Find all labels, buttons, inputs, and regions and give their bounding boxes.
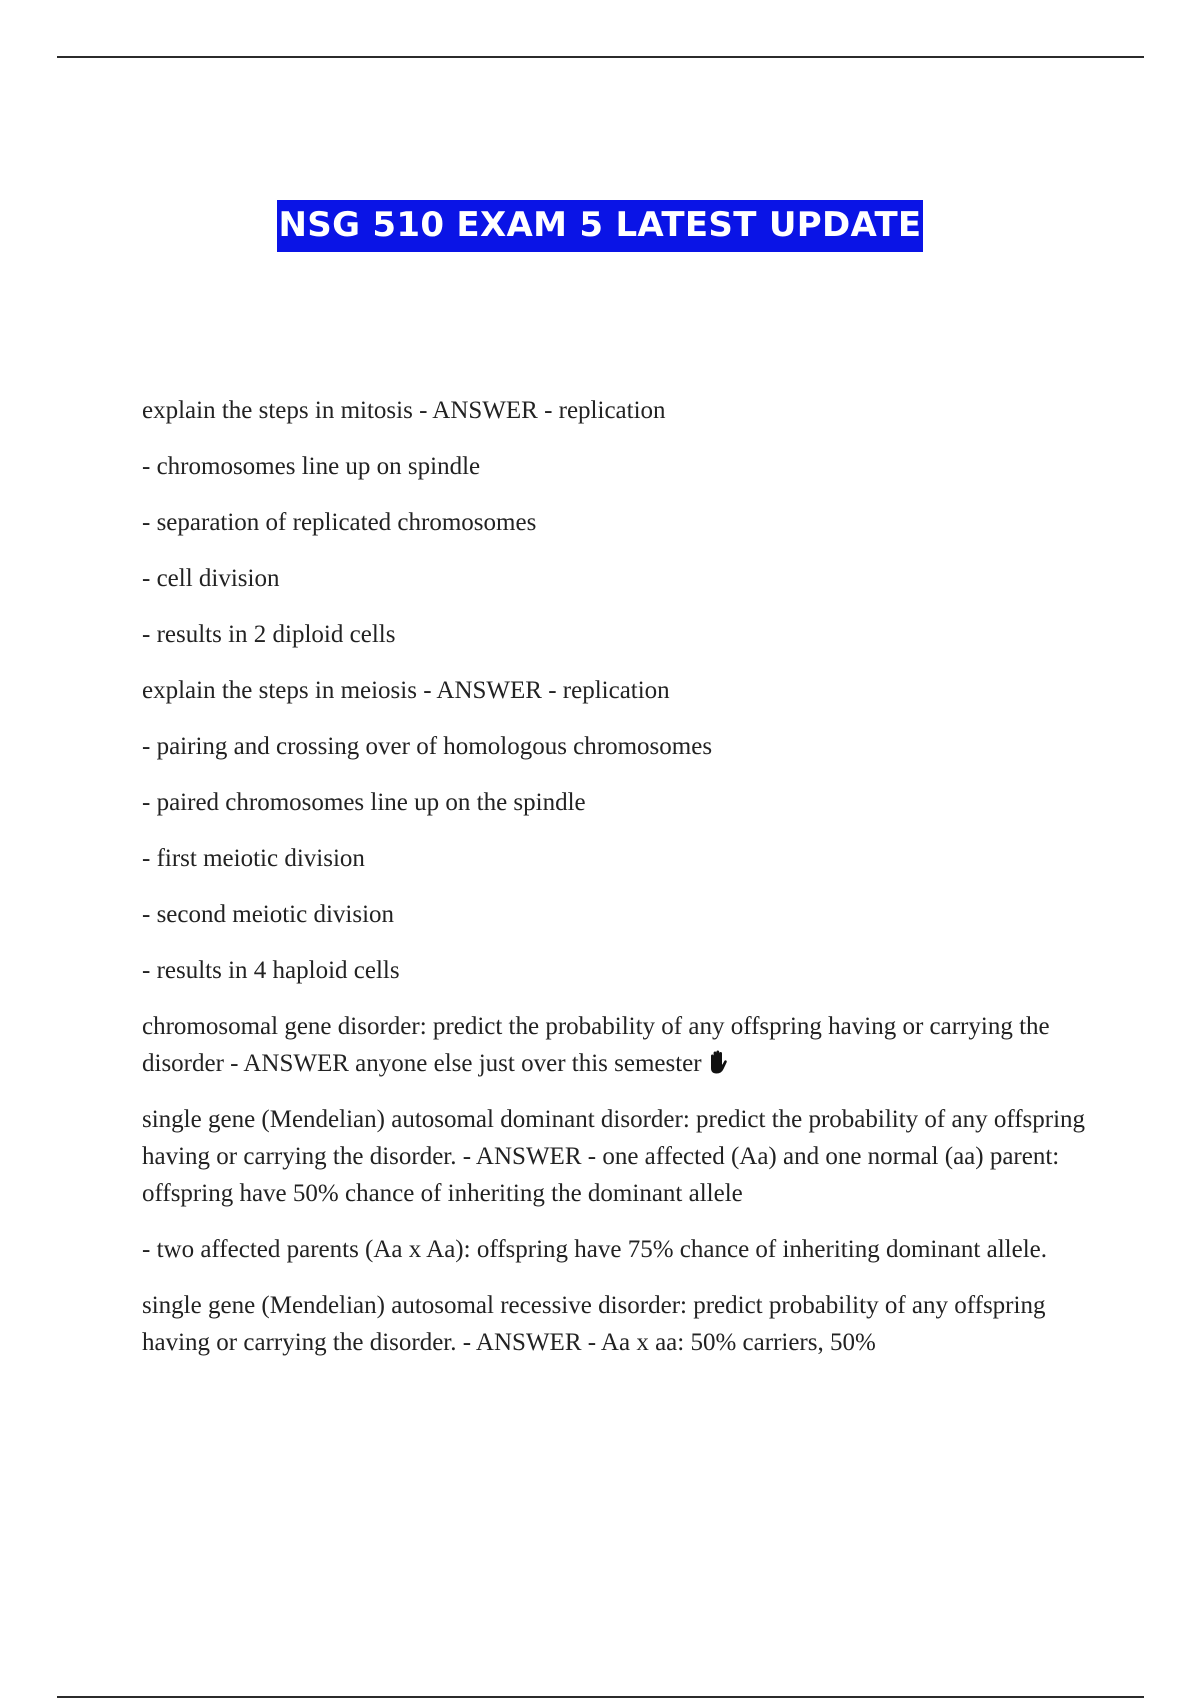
document-title: NSG 510 EXAM 5 LATEST UPDATE <box>277 200 924 252</box>
paragraph-8: - paired chromosomes line up on the spindle <box>142 789 586 816</box>
paragraph-2: - chromosomes line up on spindle <box>142 453 481 480</box>
paragraph-12-text: chromosomal gene disorder: predict the probability of any offspring having or carrying the disorder - ANSWER anyone else just over this semester <box>142 1013 1050 1077</box>
paragraph-6: explain the steps in meiosis - ANSWER - replication <box>142 677 670 704</box>
paragraph-14: - two affected parents (Aa x Aa): offspring have 75% chance of inheriting dominant allele. <box>142 1236 1048 1263</box>
paragraph-4: - cell division <box>142 565 280 592</box>
paragraph-5: - results in 2 diploid cells <box>142 621 396 648</box>
paragraph-9: - first meiotic division <box>142 845 365 872</box>
title-container <box>0 200 1200 252</box>
paragraph-1: explain the steps in mitosis - ANSWER - replication <box>142 397 666 424</box>
paragraph-10: - second meiotic division <box>142 901 395 928</box>
paragraph-13: single gene (Mendelian) autosomal dominant disorder: predict the probability of any offspring having or carrying the disorder. - ANSWER - one affected (Aa) and one normal (aa) parent: offspring have 50% chance of inheriting the dominant allele <box>142 1106 1086 1207</box>
document-body <box>142 392 1102 1380</box>
paragraph-3: - separation of replicated chromosomes <box>142 509 537 536</box>
paragraph-15: single gene (Mendelian) autosomal recessive disorder: predict probability of any offspring having or carrying the disorder. - ANSWER - Aa x aa: 50% carriers, 50% <box>142 1292 1046 1356</box>
paragraph-12 <box>142 1008 1102 1082</box>
top-rule <box>57 56 1144 58</box>
paragraph-11: - results in 4 haploid cells <box>142 957 400 984</box>
bottom-rule <box>57 1696 1144 1698</box>
raised-hand-icon <box>706 1048 728 1072</box>
paragraph-7: - pairing and crossing over of homologous chromosomes <box>142 733 713 760</box>
